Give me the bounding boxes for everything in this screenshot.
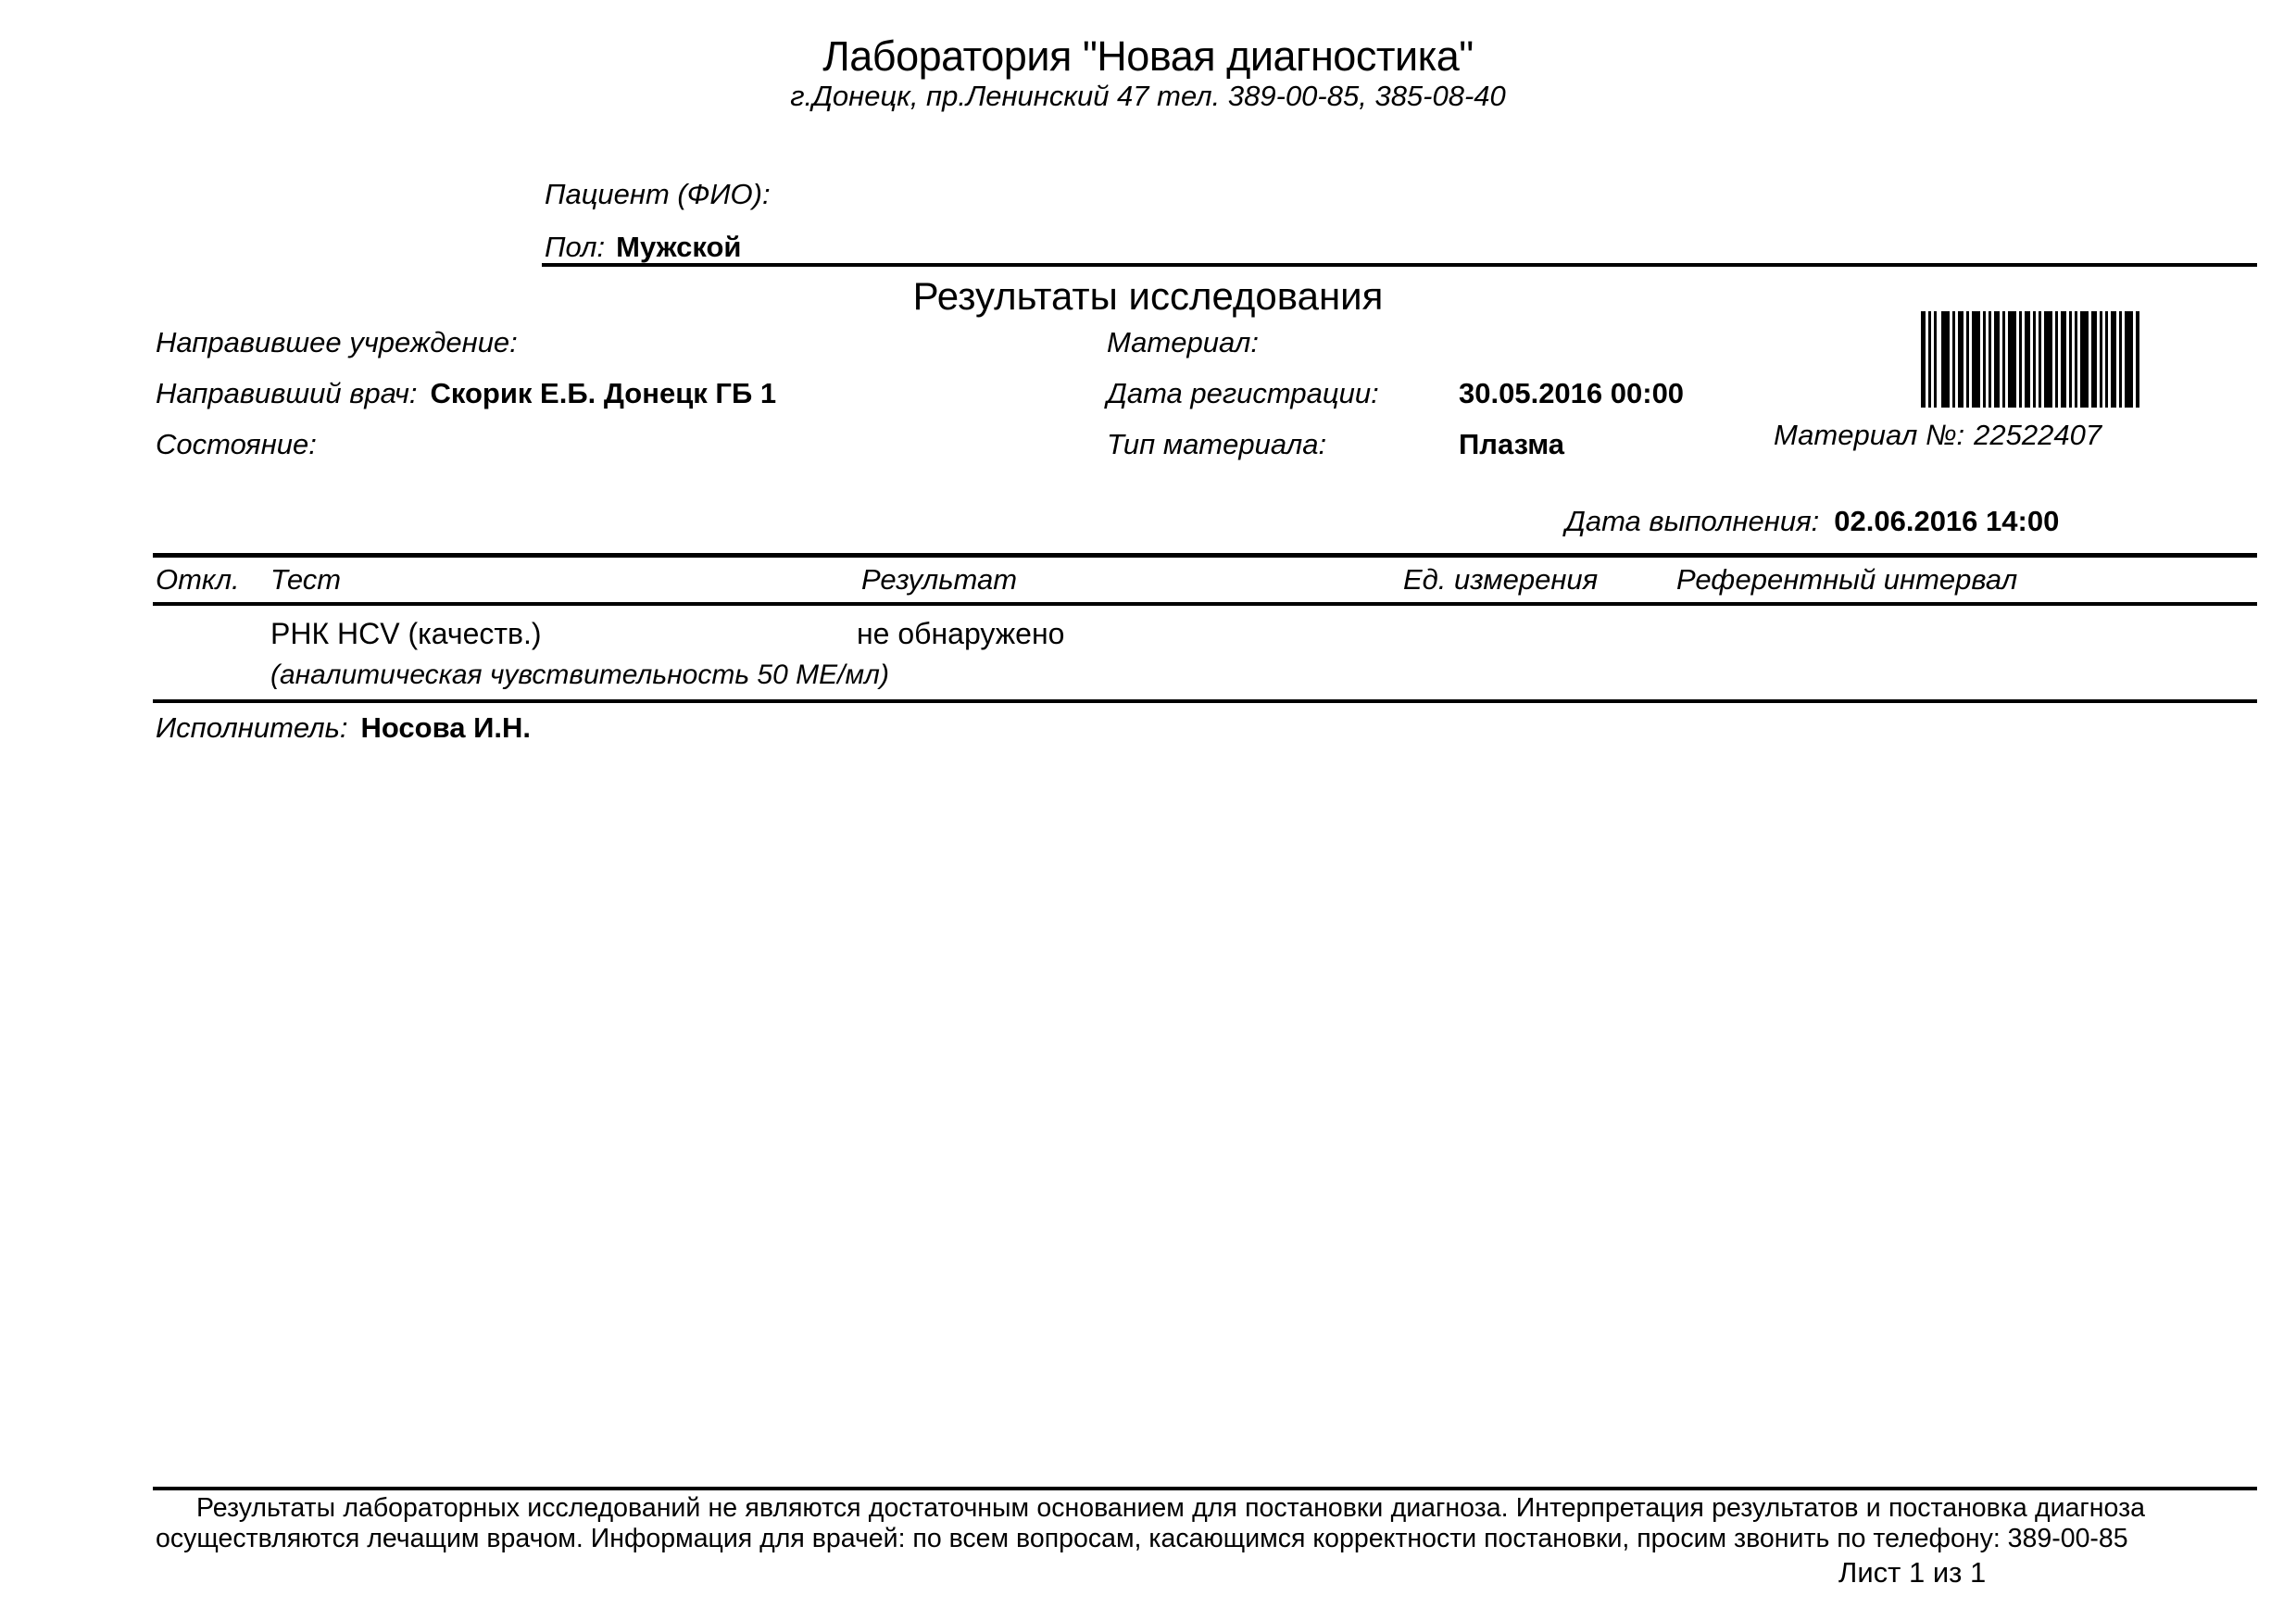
execution-date-value: 02.06.2016 14:00 — [1834, 505, 2060, 537]
referring-doctor-label: Направивший врач: — [156, 377, 418, 409]
referring-doctor-value: Скорик Е.Б. Донецк ГБ 1 — [430, 377, 777, 409]
sheet-counter: Лист 1 из 1 — [1838, 1556, 1987, 1589]
column-header-test: Тест — [270, 563, 342, 596]
table-top-divider — [153, 553, 2257, 558]
material-number-row — [1774, 419, 2102, 452]
material-number-value: 22522407 — [1974, 419, 2102, 451]
patient-divider — [542, 263, 2257, 267]
execution-date-label: Дата выполнения: — [1565, 505, 1820, 537]
column-header-reference: Референтный интервал — [1676, 563, 2018, 596]
patient-name-row — [545, 178, 771, 211]
material-type-label: Тип материала: — [1107, 428, 1327, 460]
state-label: Состояние: — [156, 428, 317, 460]
footer-divider — [153, 1487, 2257, 1490]
test-note: (аналитическая чувствительность 50 МЕ/мл) — [270, 660, 889, 690]
material-number-label: Материал №: — [1774, 419, 1965, 451]
referring-institution-label: Направившее учреждение: — [156, 326, 518, 358]
execution-date-row — [1565, 505, 2059, 538]
registration-date-value: 30.05.2016 00:00 — [1459, 377, 1685, 409]
executor-row — [156, 711, 531, 745]
material-type-value: Плазма — [1459, 428, 1564, 460]
lab-name: Лаборатория "Новая диагностика" — [822, 32, 1474, 80]
result-value: не обнаружено — [857, 617, 1065, 650]
material-label: Материал: — [1107, 326, 1259, 358]
executor-value: Носова И.Н. — [360, 711, 532, 744]
column-header-result: Результат — [861, 563, 1018, 596]
referring-doctor-row — [156, 377, 776, 410]
patient-name-label: Пациент (ФИО): — [545, 178, 771, 210]
table-header-divider — [153, 602, 2257, 606]
patient-sex-row — [545, 231, 741, 264]
registration-date-label: Дата регистрации: — [1107, 377, 1379, 409]
executor-label: Исполнитель: — [156, 711, 348, 744]
patient-sex-value: Мужской — [616, 231, 742, 263]
table-bottom-divider — [153, 699, 2257, 703]
column-header-deviation: Откл. — [156, 563, 240, 596]
column-header-unit: Ед. измерения — [1403, 563, 1599, 596]
lab-address: г.Донецк, пр.Ленинский 47 тел. 389-00-85, 385-08-40 — [790, 80, 1506, 112]
section-title: Результаты исследования — [912, 274, 1384, 318]
patient-sex-label: Пол: — [545, 231, 606, 263]
footer-disclaimer: Результаты лабораторных исследований не являются достаточным основанием для постановки диагноза. Интерпретация результатов и постановка диагноза осуществляются лечащим врачом. Информация для врачей: по всем вопросам, касающимся корректности постановки, просим звонить по телефону: 389-00-85 — [156, 1493, 2145, 1554]
test-name: РНК HCV (качеств.) — [270, 617, 542, 650]
barcode — [1921, 311, 2139, 408]
